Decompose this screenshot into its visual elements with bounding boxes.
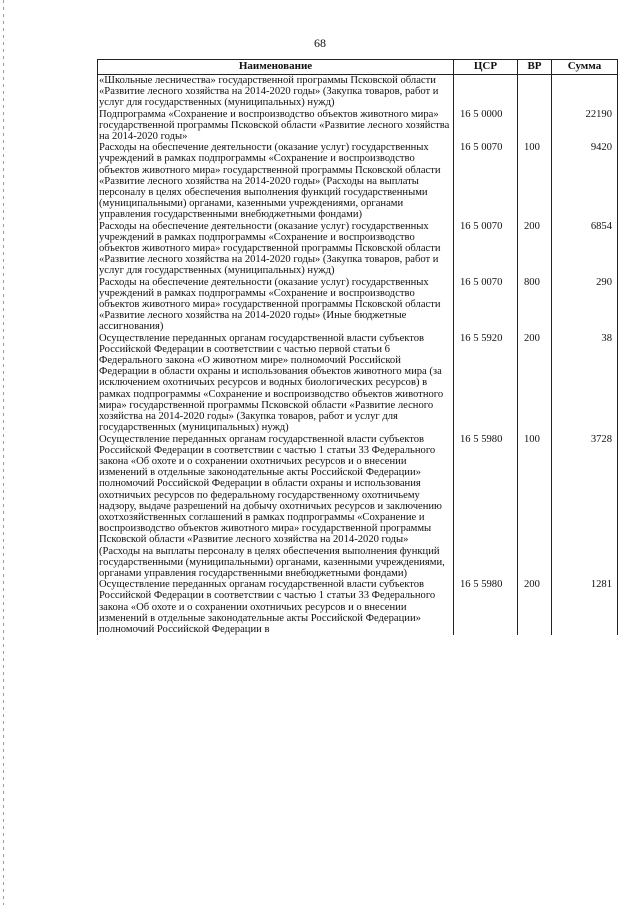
row-csr: 16 5 0070 [454,221,518,277]
row-name: «Школьные лесничества» государственной программы Псковской области «Развитие лесного хозяйства на 2014-2020 годы» (Закупка товаров, работ и услуг для государственных (муниципальных) нужд) [98,75,454,109]
row-name: Осуществление переданных органам государственной власти субъектов Российской Федерации в соответствии с частью 1 статьи 33 Федерального закона «Об охоте и о сохранении охотничьих ресурсов и о внесении изменений в отдельные законодательные акты Российской Федерации» полномочий Российской Федерации в области охраны и использования охотничьих ресурсов по федеральному государственному охотничьему надзору, выдаче разрешений на добычу охотничьих ресурсов и заключению охотхозяйственных соглашений в рамках подпрограммы «Сохранение и воспроизводство объектов животного мира» государственной программы Псковской области «Развитие лесного хозяйства на 2014-2020 годы» (Расходы на выплаты персоналу в целях обеспечения выполнения функций государственными (муниципальными) органами, казенными учреждениями, органами управления государственными внебюджетными фондами) [98,434,454,580]
row-csr: 16 5 5980 [454,579,518,635]
row-sum: 3728 [552,434,618,580]
row-vr: 100 [518,142,552,220]
row-sum [552,75,618,109]
header-vr: ВР [518,60,552,75]
table-row [98,434,618,580]
table-row [98,142,618,220]
table-row [98,579,618,635]
row-name: Осуществление переданных органам государственной власти субъектов Российской Федерации в соответствии с частью первой статьи 6 Федерального закона «О животном мире» полномочий Российской Федерации в области охраны и использования объектов животного мира (за исключением охотничьих ресурсов и водных биологических ресурсов) в рамках подпрограммы «Сохранение и воспроизводство объектов животного мира» государственной программы Псковской области «Развитие лесного хозяйства на 2014-2020 годы» (Закупка товаров, работ и услуг для государственных (муниципальных) нужд) [98,333,454,434]
row-csr: 16 5 5980 [454,434,518,580]
row-vr: 200 [518,333,552,434]
header-name: Наименование [98,60,454,75]
row-sum: 290 [552,277,618,333]
row-sum: 22190 [552,109,618,143]
row-name: Расходы на обеспечение деятельности (оказание услуг) государственных учреждений в рамках подпрограммы «Сохранение и воспроизводство объектов животного мира» государственной программы Псковской области «Развитие лесного хозяйства на 2014-2020 годы» (Расходы на выплаты персоналу в целях обеспечения выполнения функций государственными (муниципальными) органами, казенными учреждениями, органами управления государственными внебюджетными фондами) [98,142,454,220]
table-row [98,75,618,109]
table-row [98,333,618,434]
row-csr: 16 5 0070 [454,277,518,333]
budget-table [97,59,618,635]
row-name: Расходы на обеспечение деятельности (оказание услуг) государственных учреждений в рамках подпрограммы «Сохранение и воспроизводство объектов животного мира» государственной программы Псковской области «Развитие лесного хозяйства на 2014-2020 годы» (Закупка товаров, работ и услуг для государственных (муниципальных) нужд) [98,221,454,277]
row-csr [454,75,518,109]
page-number: 68 [314,36,326,50]
row-csr: 16 5 5920 [454,333,518,434]
row-name: Подпрограмма «Сохранение и воспроизводство объектов животного мира» государственной программы Псковской области «Развитие лесного хозяйства на 2014-2020 годы» [98,109,454,143]
header-csr: ЦСР [454,60,518,75]
header-row [98,60,618,75]
row-sum: 38 [552,333,618,434]
header-sum: Сумма [552,60,618,75]
row-vr [518,75,552,109]
row-vr: 200 [518,221,552,277]
row-name: Расходы на обеспечение деятельности (оказание услуг) государственных учреждений в рамках подпрограммы «Сохранение и воспроизводство объектов животного мира» государственной программы Псковской области «Развитие лесного хозяйства на 2014-2020 годы» (Иные бюджетные ассигнования) [98,277,454,333]
row-sum: 6854 [552,221,618,277]
row-sum: 9420 [552,142,618,220]
table-row [98,109,618,143]
row-sum: 1281 [552,579,618,635]
row-vr [518,109,552,143]
row-vr: 100 [518,434,552,580]
scan-edge-mark [3,0,4,905]
table-header [98,60,618,75]
row-csr: 16 5 0000 [454,109,518,143]
row-vr: 800 [518,277,552,333]
table-row [98,221,618,277]
row-csr: 16 5 0070 [454,142,518,220]
table-row [98,277,618,333]
row-name: Осуществление переданных органам государственной власти субъектов Российской Федерации в соответствии с частью 1 статьи 33 Федерального закона «Об охоте и о сохранении охотничьих ресурсов и о внесении изменений в отдельные законодательные акты Российской Федерации» полномочий Российской Федерации в [98,579,454,635]
table-body [98,75,618,636]
row-vr: 200 [518,579,552,635]
